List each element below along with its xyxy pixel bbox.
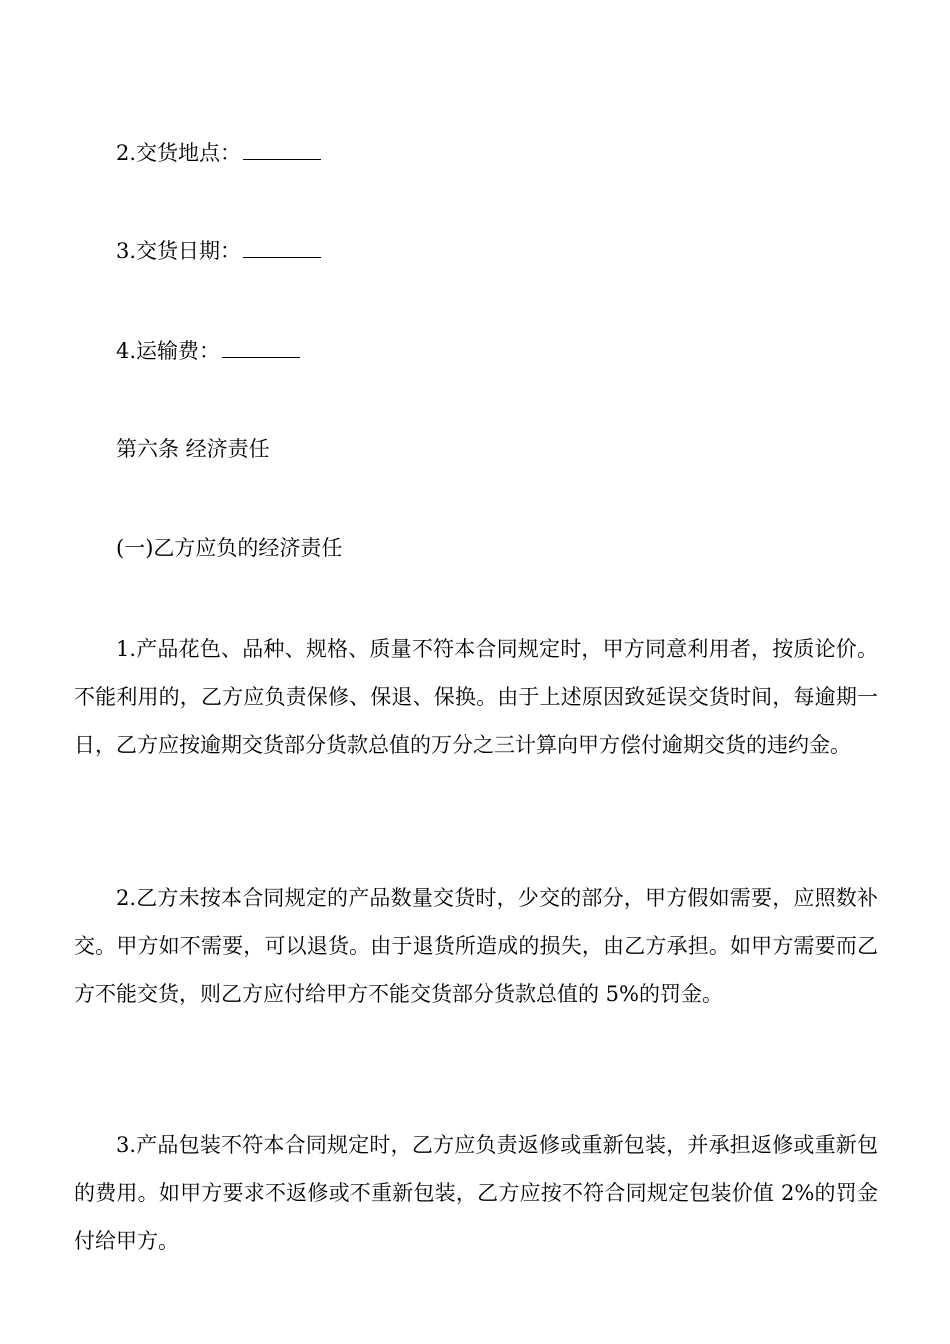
delivery-date-blank [243, 239, 321, 258]
delivery-date-label: 3.交货日期： [116, 239, 242, 263]
freight-label: 4.运输费： [116, 339, 221, 363]
paragraph-2: 2.乙方未按本合同规定的产品数量交货时，少交的部分，甲方假如需要，应照数补交。甲方如不需要，可以退货。由于退货所造成的损失，由乙方承担。如甲方需要而乙方不能交货，则乙方应付给甲方不能交货部分货款总值的 5%的罚金。 [74, 886, 878, 1006]
delivery-place-label: 2.交货地点： [116, 141, 242, 165]
delivery-place-item [116, 141, 321, 165]
delivery-date-item [116, 239, 321, 263]
paragraph-1: 1.产品花色、品种、规格、质量不符本合同规定时，甲方同意利用者，按质论价。不能利用的，乙方应负责保修、保退、保换。由于上述原因致延误交货时间，每逾期一日，乙方应按逾期交货部分货款总值的万分之三计算向甲方偿付逾期交货的违约金。 [74, 637, 878, 757]
paragraph-3: 3.产品包装不符本合同规定时，乙方应负责返修或重新包装，并承担返修或重新包的费用。如甲方要求不返修或不重新包装，乙方应按不符合同规定包装价值 2%的罚金付给甲方。 [74, 1133, 878, 1253]
delivery-place-blank [243, 141, 321, 160]
section-title: (一)乙方应负的经济责任 [116, 536, 343, 560]
freight-item [116, 339, 300, 363]
article-title: 第六条 经济责任 [116, 437, 270, 461]
freight-blank [222, 339, 300, 358]
